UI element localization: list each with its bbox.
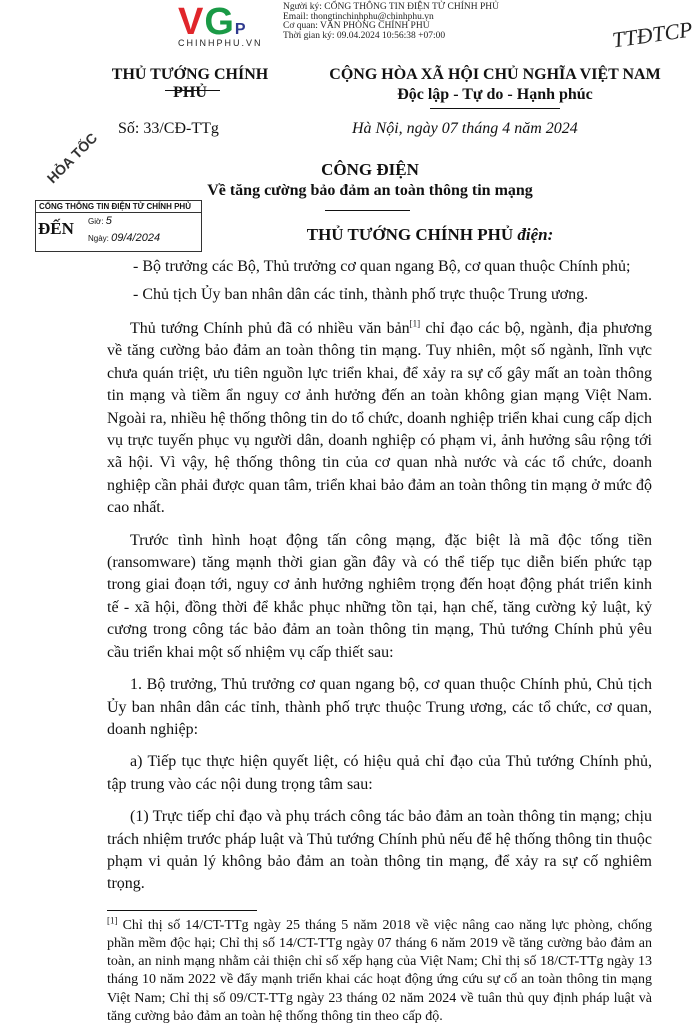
- divider: [430, 108, 560, 109]
- document-number: Số: 33/CĐ-TTg: [118, 120, 219, 137]
- footnote-divider: [107, 910, 257, 911]
- sender-line: [210, 225, 650, 245]
- footnote: [1] Chỉ thị số 14/CT-TTg ngày 25 tháng 5 năm 2018 về việc nâng cao năng lực phòng, chống phần mềm độc hại; Chỉ thị số 14/CT-TTg ngày 07 tháng 6 năm 2019 về tăng cường bảo đảm an toàn, an ninh mạng nhằm cải thiện chỉ số xếp hạng của Việt Nam; Chỉ thị số 18/CT-TTg ngày 13 tháng 10 năm 2022 về đẩy mạnh triển khai các hoạt động ứng cứu sự cố an toàn thông tin mạng Việt Nam; Chỉ thị số 09/CT-TTg ngày 23 tháng 02 năm 2024 về tuân thủ quy định pháp luật và tăng cường bảo đảm an toàn hệ thống thông tin theo cấp độ.: [107, 915, 652, 1024]
- document-type: CÔNG ĐIỆN: [321, 160, 419, 179]
- paragraph-3: 1. Bộ trưởng, Thủ trưởng cơ quan ngang bộ, cơ quan thuộc Chính phủ, Chủ tịch Ủy ban nhân dân các tỉnh, thành phố trực thuộc Trung ương, các tổ chức, cơ quan, doanh nghiệp:: [107, 676, 652, 738]
- sign-time: Thời gian ký: 09.04.2024 10:56:38 +07:00: [283, 30, 446, 41]
- sender-suffix: điện:: [517, 225, 554, 244]
- paragraph-5: (1) Trực tiếp chỉ đạo và phụ trách công tác bảo đảm an toàn thông tin mạng; chịu trách nhiệm trước pháp luật và Thủ tướng Chính phủ nếu để hệ thống thông tin thuộc phạm vi quản lý không bảo đảm an toàn thông tin mạng, để xảy ra sự cố nghiêm trọng.: [107, 808, 652, 893]
- motto: Độc lập - Tự do - Hạnh phúc: [397, 86, 593, 103]
- paragraph-4: a) Tiếp tục thực hiện quyết liệt, có hiệu quả chỉ đạo của Thủ tướng Chính phủ, tập trung vào các nội dung trọng tâm sau:: [107, 753, 652, 793]
- stamp-hour: Giờ: 5: [88, 215, 112, 227]
- digital-signature-info: [283, 3, 499, 41]
- stamp-den: ĐẾN: [38, 219, 74, 238]
- divider: [325, 210, 410, 211]
- received-stamp: [35, 200, 202, 252]
- urgent-stamp: HỎA TỐC: [43, 129, 101, 187]
- signer-agency: Cơ quan: VĂN PHÒNG CHÍNH PHỦ: [283, 21, 430, 31]
- signer-email: Email: thongtinchinhphu@chinhphu.vn: [283, 11, 434, 22]
- recipient: - Bộ trưởng các Bộ, Thủ trưởng cơ quan ngang Bộ, cơ quan thuộc Chính phủ;: [133, 258, 631, 275]
- paragraph-1: Thủ tướng Chính phủ đã có nhiều văn bản[1] chỉ đạo các bộ, ngành, địa phương về tăng cường bảo đảm an toàn thông tin mạng. Tuy nhiên, một số ngành, lĩnh vực chưa quán triệt, ưu tiên nguồn lực triển khai, để xảy ra sự cố gây mất an toàn thông tin mạng và tiềm ẩn nguy cơ ảnh hưởng đến an toàn không gian mạng Việt Nam. Ngoài ra, nhiều hệ thống thông tin do tổ chức, doanh nghiệp triển khai cung cấp dịch vụ trực tuyến phục vụ người dân, doanh nghiệp có phạm vi, ảnh hưởng sâu rộng tới xã hội. Vì vậy, hệ thống thông tin của cơ quan nhà nước và các tổ chức, doanh nghiệp cần phải được quan tâm, triển khai bảo đảm an toàn thông tin mạng ở mức độ cao nhất.: [107, 318, 652, 517]
- nation-title: CỘNG HÒA XÃ HỘI CHỦ NGHĨA VIỆT NAM: [329, 66, 661, 83]
- vgp-logo: VGP: [178, 1, 247, 43]
- document-date: Hà Nội, ngày 07 tháng 4 năm 2024: [352, 120, 578, 137]
- stamp-org: CỔNG THÔNG TIN ĐIỆN TỬ CHÍNH PHỦ: [36, 201, 201, 213]
- divider: [165, 90, 220, 91]
- sender: THỦ TƯỚNG CHÍNH PHỦ: [306, 225, 514, 244]
- document-body: [107, 318, 652, 1026]
- document-subject: Về tăng cường bảo đảm an toàn thông tin mạng: [207, 182, 533, 199]
- logo-subtitle: CHINHPHU.VN: [178, 38, 263, 48]
- handwritten-note: TTĐTCP: [610, 16, 694, 53]
- signer: Người ký: CỔNG THÔNG TIN ĐIỆN TỬ CHÍNH PHỦ: [283, 2, 499, 12]
- recipient: - Chủ tịch Ủy ban nhân dân các tỉnh, thành phố trực thuộc Trung ương.: [133, 286, 589, 303]
- issuer: THỦ TƯỚNG CHÍNH PHỦ: [111, 66, 269, 101]
- paragraph-2: Trước tình hình hoạt động tấn công mạng, đặc biệt là mã độc tống tiền (ransomware) tăng mạnh thời gian gần đây và có thể tiếp tục diễn biến phức tạp trong giai đoạn tới, nguy cơ ảnh hưởng nghiêm trọng đến hoạt động phát triển kinh tế - xã hội, đồng thời để khắc phục những tồn tại, hạn chế, tăng cường kỷ luật, kỷ cương trong công tác bảo đảm an toàn thông tin mạng, Thủ tướng Chính phủ yêu cầu triển khai một số nhiệm vụ cấp thiết sau:: [107, 531, 652, 661]
- footnote-ref: [1]: [409, 318, 421, 329]
- stamp-date: Ngày: 09/4/2024: [88, 232, 161, 244]
